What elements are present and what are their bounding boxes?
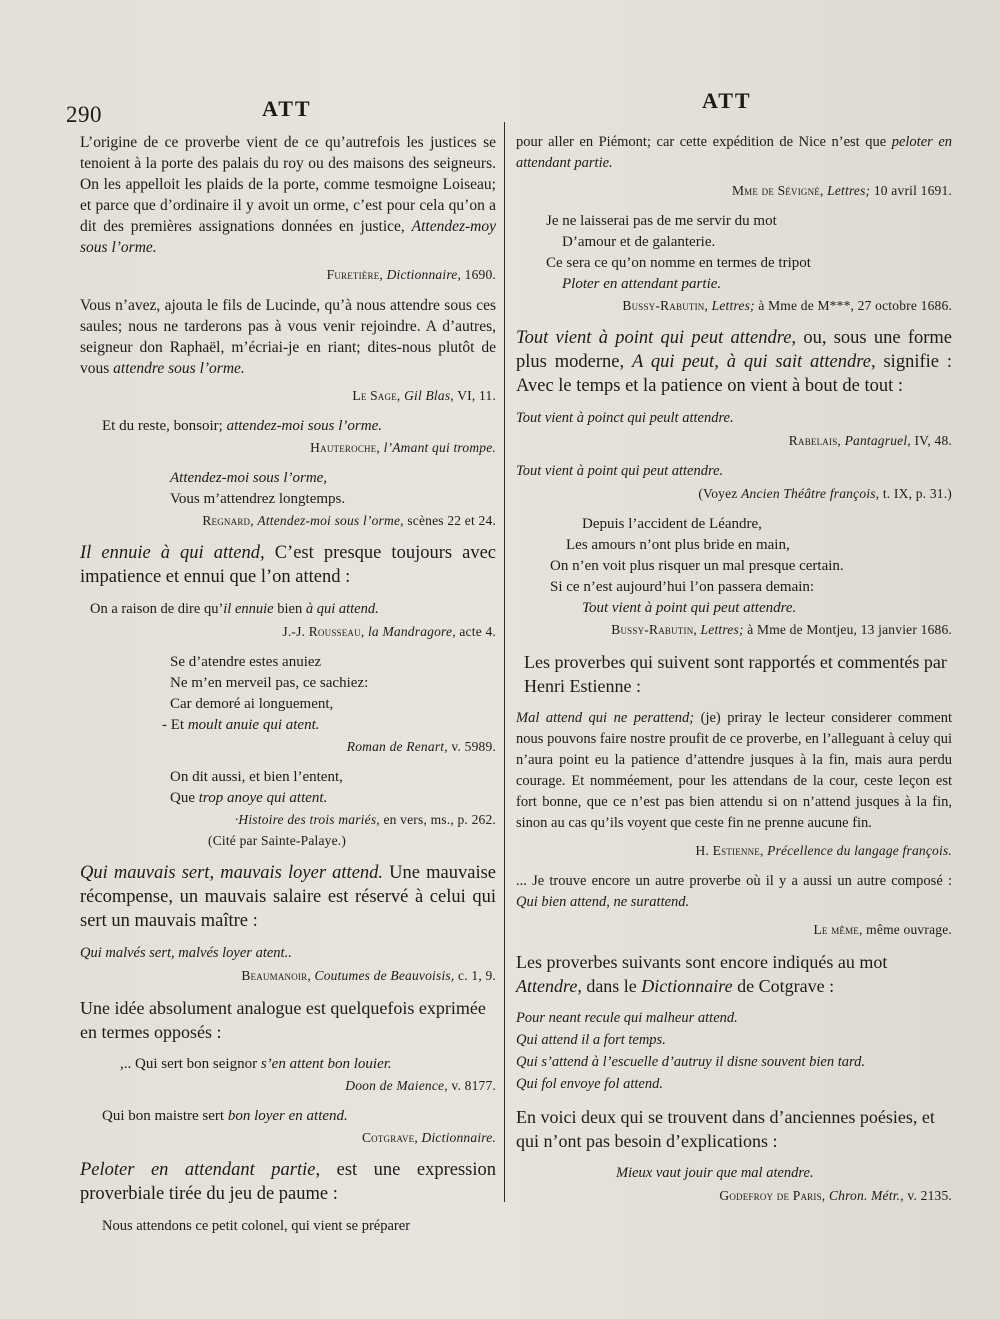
citation-note: (Cité par Sainte-Palaye.) [208, 833, 347, 848]
citation: Doon de Maience, v. 8177. [345, 1078, 496, 1093]
verse-line: Attendez-moi sous l’orme, [170, 470, 328, 486]
proverb-heading: Il ennuie à qui attend, C’est presque toujours avec impatience et ennui que l’on attend : [80, 543, 497, 587]
verse-line: Si ce n’est aujourd’hui l’on passera demain: [550, 579, 815, 595]
verse-line: D’amour et de galanterie. [562, 234, 716, 250]
paragraph-surattend: ... Je trouve encore un autre proverbe où il y a aussi un autre composé : Qui bien attend, ne surattend. [516, 873, 952, 910]
column-divider [504, 122, 505, 1202]
quote-line: Tout vient à point qui peut attendre. [516, 463, 724, 479]
verse-line: Depuis l’accident de Léandre, [582, 516, 762, 532]
running-header-right: ATT [702, 88, 752, 113]
quote-line: On a raison de dire qu’il ennuie bien à qui attend. [90, 601, 379, 617]
verse-line: Ploter en attendant partie. [562, 276, 722, 292]
verse-line: Je ne laisserai pas de me servir du mot [546, 213, 777, 229]
right-column [516, 132, 952, 1216]
paragraph-gil-blas: Vous n’avez, ajouta le fils de Lucinde, qu’à nous attendre sous ces saules; nous ne tarderons pas à vous venir rejoindre. A d’autres, seigneur don Raphaël, m’écriai-je en riant; dites-nous plutôt de vous attendre sous l’orme. [80, 297, 496, 377]
citation: Bussy-Rabutin, Lettres; à Mme de M***, 27 octobre 1686. [622, 298, 952, 313]
verse-line: On n’en voit plus risquer un mal presque certain. [550, 558, 844, 574]
proverb-heading: Peloter en attendant partie, est une expression proverbiale tirée du jeu de paume : [80, 1160, 496, 1204]
verse-line: Car demoré ai longuement, [170, 696, 334, 712]
paragraph-colonel: Nous attendons ce petit colonel, qui vient se préparer [102, 1218, 411, 1234]
paragraph-piemont: pour aller en Piémont; car cette expédition de Nice n’est que peloter en attendant partie. [516, 134, 953, 171]
verse-line: On dit aussi, et bien l’entent, [170, 769, 343, 785]
citation: Godefroy de Paris, Chron. Métr., v. 2135. [719, 1188, 952, 1203]
page-number: 290 [66, 102, 102, 127]
citation: Rabelais, Pantagruel, IV, 48. [788, 433, 952, 448]
quote-line: Qui fol envoye fol attend. [516, 1076, 663, 1092]
citation: Regnard, Attendez-moi sous l’orme, scènes 22 et 24. [202, 513, 496, 528]
verse-line: - Et moult anuie qui atent. [162, 717, 320, 733]
citation: (Voyez Ancien Théâtre françois, t. IX, p. 31.) [698, 486, 952, 501]
section-heading: En voici deux qui se trouvent dans d’anciennes poésies, et qui n’ont pas besoin d’explications : [516, 1107, 935, 1151]
section-heading: Les proverbes qui suivent sont rapportés et commentés par Henri Estienne : [524, 652, 947, 696]
citation: Le même, même ouvrage. [813, 922, 952, 937]
verse-line: Se d’atendre estes anuiez [170, 654, 322, 670]
citation: Cotgrave, Dictionnaire. [361, 1130, 496, 1145]
quote-line: Tout vient à poinct qui peult attendre. [516, 410, 734, 426]
citation: J.-J. Rousseau, la Mandragore, acte 4. [282, 624, 496, 639]
verse-line: ,.. Qui sert bon seignor s’en attent bon louier. [120, 1056, 392, 1072]
verse-line: Qui bon maistre sert bon loyer en attend. [102, 1108, 348, 1124]
paragraph-estienne: Mal attend qui ne perattend; (je) priray le lecteur considerer comment nous pouvons faire nostre proufit de ce proverbe, en l’alleguant à celuy qui n’aura point eu la patience d’attendre jusques à la fin, mais aura perdu courage. Et nomméement, pour les attendans de la cour, ceste leçon est fort bonne, que ce n’est pas bien attendu si on n’attend jusques à la fin, sinon au cas qu’ils voyent que ceste fin ne prenne aucune fin. [516, 710, 953, 831]
citation: Mme de Sévigné, Lettres; 10 avril 1691. [731, 183, 952, 198]
proverb-heading: Tout vient à point qui peut attendre, ou, sous une forme plus moderne, A qui peut, à qui sait attendre, signifie : Avec le temps et la patience on vient à bout de tout : [516, 328, 953, 396]
verse-line: Les amours n’ont plus bride en main, [566, 537, 790, 553]
citation: H. Estienne, Précellence du langage françois. [695, 843, 952, 858]
citation: Beaumanoir, Coutumes de Beauvoisis, c. 1, 9. [241, 968, 496, 983]
quote-line: Qui attend il a fort temps. [516, 1032, 666, 1048]
verse-line: Et du reste, bonsoir; attendez-moi sous l’orme. [102, 418, 382, 434]
verse-line: Tout vient à point qui peut attendre. [582, 600, 797, 616]
citation: Le Sage, Gil Blas, VI, 11. [352, 388, 496, 403]
quote-line: Qui malvés sert, malvés loyer atent.. [80, 945, 292, 961]
proverb-heading: Qui mauvais sert, mauvais loyer attend. Une mauvaise récompense, un mauvais salaire est réservé à celui qui sert un mauvais maître : [80, 863, 496, 931]
section-heading: Les proverbes suivants sont encore indiqués au mot Attendre, dans le Dictionnaire de Cotgrave : [516, 952, 888, 996]
running-header-left: ATT [262, 96, 312, 121]
citation: Roman de Renart, v. 5989. [346, 739, 496, 754]
citation: Hauteroche, l’Amant qui trompe. [310, 440, 496, 455]
quote-line: Pour neant recule qui malheur attend. [516, 1010, 738, 1026]
verse-line: Vous m’attendrez longtemps. [170, 491, 346, 507]
citation: Furetière, Dictionnaire, 1690. [326, 267, 496, 282]
quote-line: Qui s’attend à l’escuelle d’autruy il disne souvent bien tard. [516, 1054, 866, 1070]
section-heading: Une idée absolument analogue est quelquefois exprimée en termes opposés : [80, 998, 486, 1042]
paragraph-orme-origin: L’origine de ce proverbe vient de ce qu’autrefois les justices se tenoient à la porte des palais du roy ou des maisons des seigneurs. On les appelloit les plaids de la porte, comme tesmoigne Loiseau; et parce que d’ordinaire il y avoit un orme, c’est pour cela qu’on a dit des premières assignations données en justice, Attendez-moy sous l’orme. [80, 134, 496, 256]
citation: Bussy-Rabutin, Lettres; à Mme de Montjeu, 13 janvier 1686. [611, 622, 952, 637]
left-column [80, 132, 496, 1243]
verse-line: Ce sera ce qu’on nomme en termes de tripot [546, 255, 811, 271]
citation: ·Histoire des trois mariés, en vers, ms., p. 262. [234, 812, 496, 827]
verse-line: Que trop anoye qui attent. [170, 790, 328, 806]
verse-line: Ne m’en merveil pas, ce sachiez: [170, 675, 369, 691]
quote-line: Mieux vaut jouir que mal atendre. [616, 1165, 814, 1181]
